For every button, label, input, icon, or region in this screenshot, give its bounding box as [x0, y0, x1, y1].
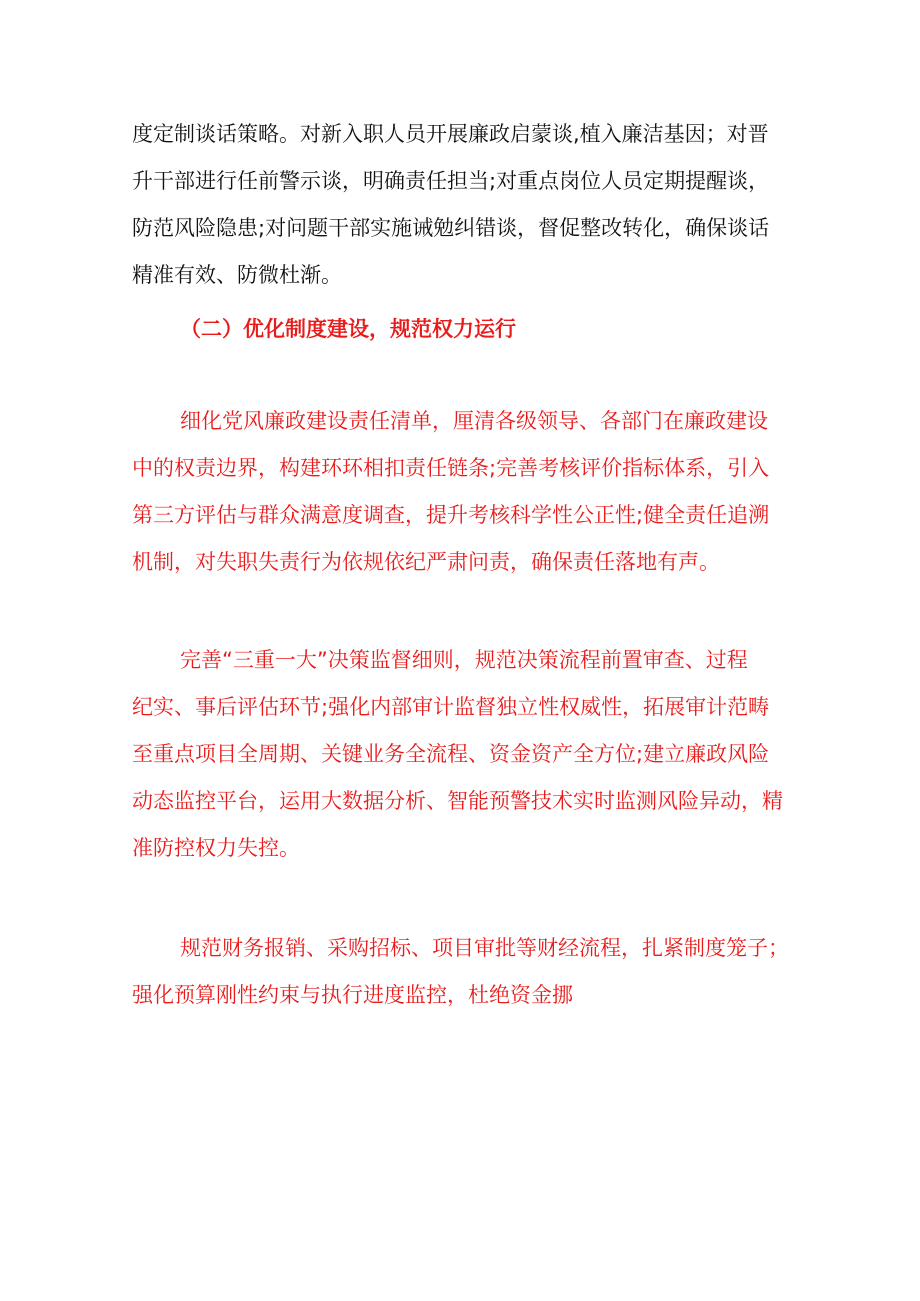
paragraph-talk-strategy: [132, 111, 802, 299]
paragraph-line: 中的权责边界，构建环环相扣责任链条;完善考核评价指标体系，引入: [132, 456, 770, 480]
paragraph-line: 防范风险隐患;对问题干部实施诫勉纠错谈，督促整改转化，确保谈话: [132, 216, 770, 240]
paragraph-line: 精准有效、防微杜渐。: [132, 263, 342, 287]
paragraph-line: 准防控权力失控。: [132, 836, 300, 860]
paragraph-line: 纪实、事后评估环节;强化内部审计监督独立性权威性，拓展审计范畴: [132, 695, 770, 719]
paragraph-line: 第三方评估与群众满意度调查，提升考核科学性公正性;健全责任追溯: [132, 503, 770, 527]
paragraph-financial-process: [132, 925, 802, 1019]
paragraph-line: 完善“三重一大”决策监督细则，规范决策流程前置审查、过程: [180, 648, 748, 672]
paragraph-line: 规范财务报销、采购招标、项目审批等财经流程，扎紧制度笼子；: [180, 936, 789, 960]
paragraph-line: 强化预算刚性约束与执行进度监控，杜绝资金挪: [132, 983, 573, 1007]
paragraph-line: 机制，对失职失责行为依规依纪严肃问责，确保责任落地有声。: [132, 550, 720, 574]
paragraph-responsibility-list: [132, 398, 802, 586]
paragraph-line: 至重点项目全周期、关键业务全流程、资金资产全方位;建立廉政风险: [132, 742, 770, 766]
paragraph-line: 动态监控平台，运用大数据分析、智能预警技术实时监测风险异动，精: [132, 789, 783, 813]
section-heading: （二）优化制度建设，规范权力运行: [180, 317, 516, 341]
paragraph-line: 升干部进行任前警示谈，明确责任担当;对重点岗位人员定期提醒谈，: [132, 169, 770, 193]
paragraph-line: 细化党风廉政建设责任清单，厘清各级领导、各部门在廉政建设: [180, 409, 768, 433]
paragraph-decision-supervision: [132, 637, 802, 872]
paragraph-line: 度定制谈话策略。对新入职人员开展廉政启蒙谈,植入廉洁基因；对晋: [132, 122, 769, 146]
